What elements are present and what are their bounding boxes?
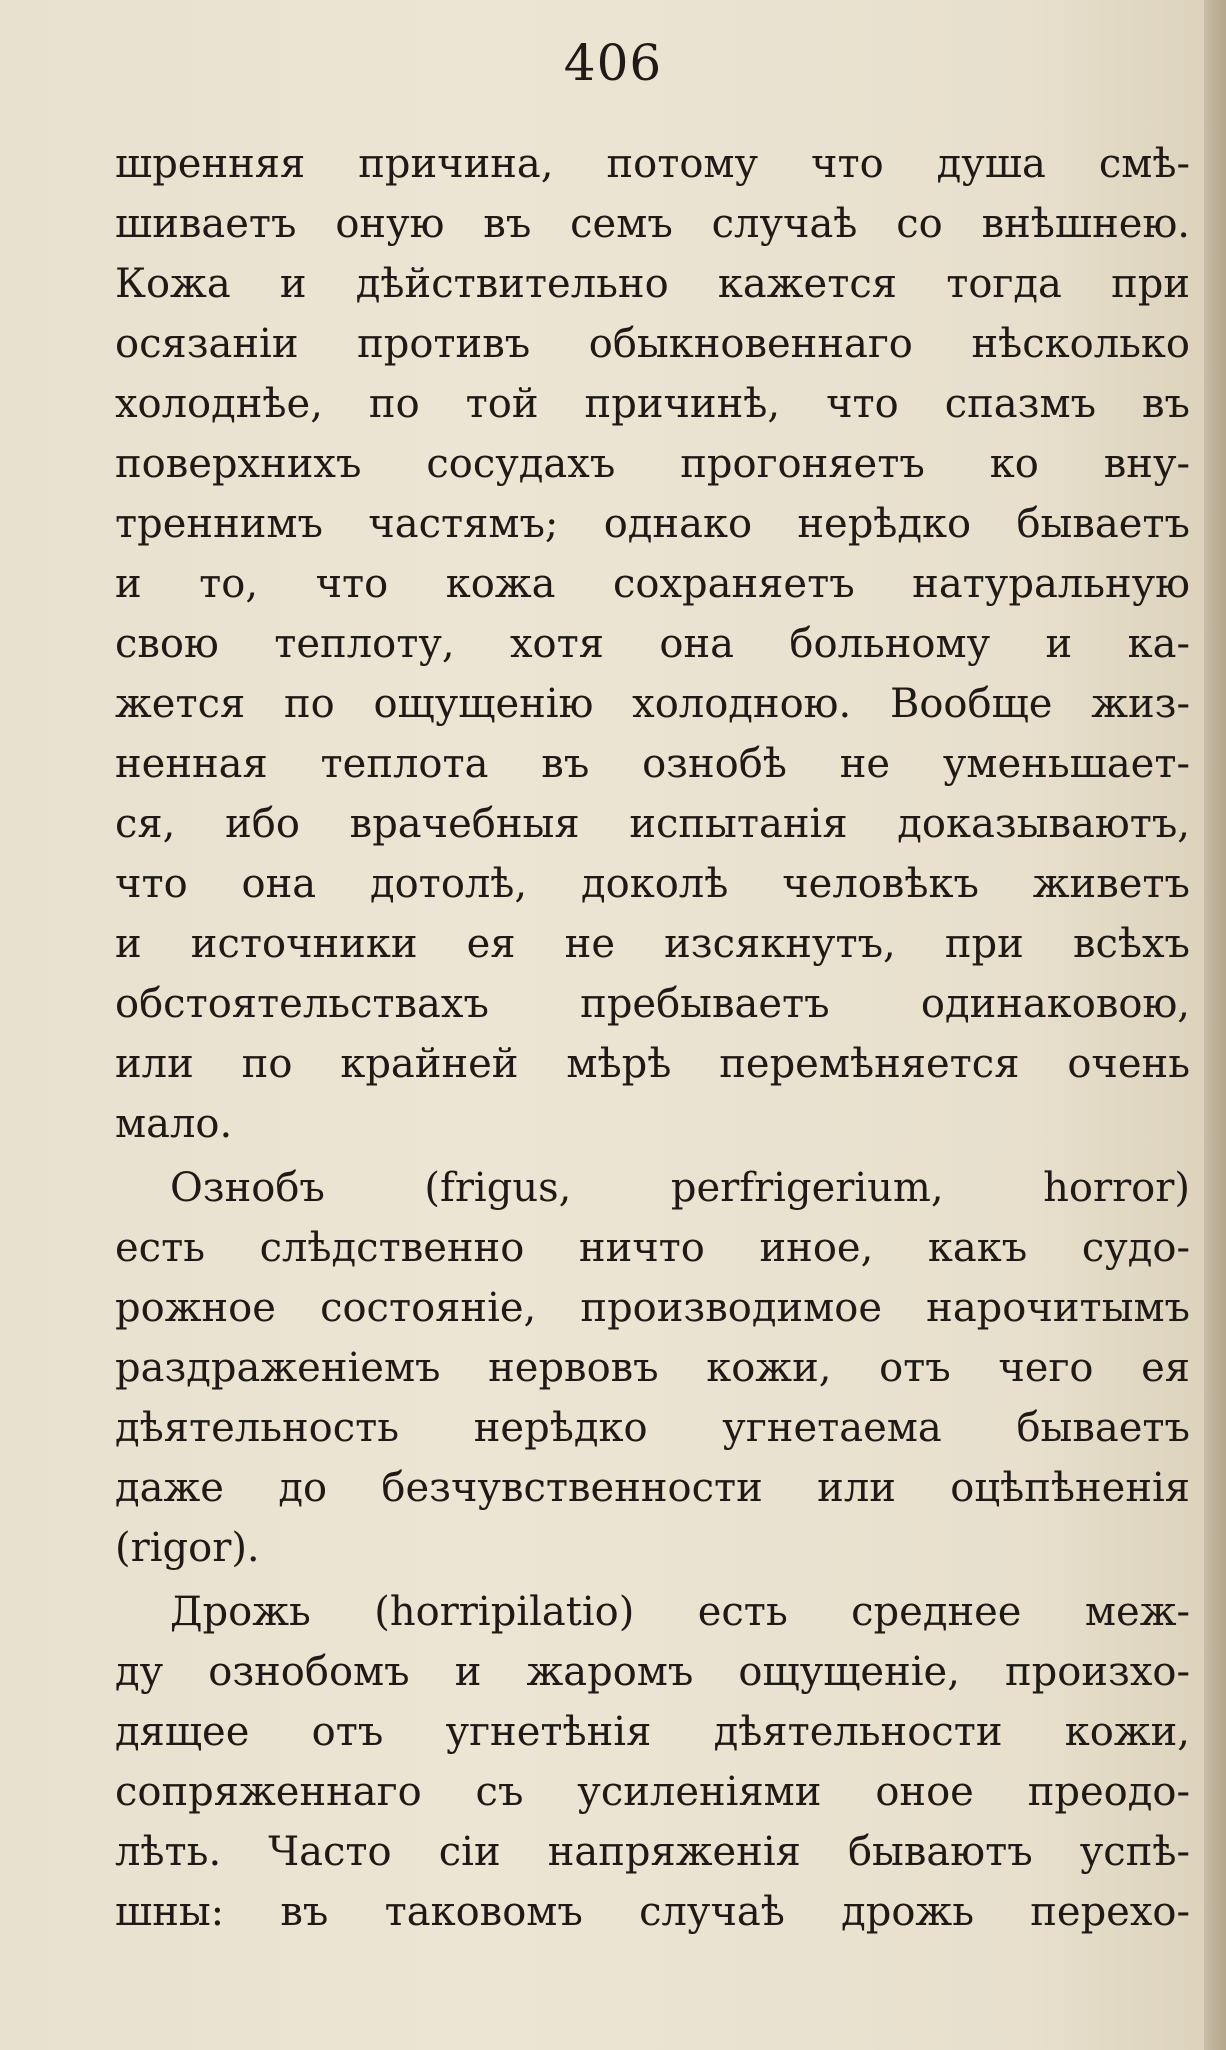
text-line: треннимъ частямъ; однако нерѣдко бываетъ (115, 501, 1190, 547)
paragraph-3 (115, 1582, 1190, 1942)
body-text (115, 134, 1190, 1942)
text-line: обстоятельствахъ пребываетъ одинаковою, (115, 981, 1190, 1027)
text-line: ду ознобомъ и жаромъ ощущеніе, произхо- (115, 1649, 1190, 1695)
text-line: Ознобъ (frigus, perfrigerium, horror) (170, 1165, 1190, 1211)
text-line: рожное состояніе, производимое нарочитымъ (115, 1285, 1190, 1331)
text-line: жется по ощущенію холодною. Вообще жиз- (115, 681, 1190, 727)
text-line: ся, ибо врачебныя испытанія доказываютъ, (115, 801, 1190, 847)
text-line: сопряженнаго съ усиленіями оное преодо- (115, 1769, 1190, 1815)
paragraph-1 (115, 134, 1190, 1154)
text-line: раздраженіемъ нервовъ кожи, отъ чего ея (115, 1345, 1190, 1391)
text-line: свою теплоту, хотя она больному и ка- (115, 621, 1190, 667)
text-line: мало. (115, 1101, 233, 1147)
text-line: есть слѣдственно ничто иное, какъ судо- (115, 1225, 1190, 1271)
page-number: 406 (563, 34, 663, 92)
text-line: и источники ея не изсякнутъ, при всѣхъ (115, 921, 1190, 967)
text-line: шренняя причина, потому что душа смѣ- (115, 141, 1190, 187)
text-line: дѣятельность нерѣдко угнетаема бываетъ (115, 1405, 1190, 1451)
text-line: холоднѣе, по той причинѣ, что спазмъ въ (115, 381, 1190, 427)
text-line: шиваетъ оную въ семъ случаѣ со внѣшнею. (115, 201, 1190, 247)
text-line: осязаніи противъ обыкновеннаго нѣсколько (115, 321, 1190, 367)
page-edge-shadow (1204, 0, 1226, 2050)
text-line: дящее отъ угнетѣнія дѣятельности кожи, (115, 1709, 1190, 1755)
text-line: шны: въ таковомъ случаѣ дрожь перехо- (115, 1889, 1190, 1935)
text-line: и то, что кожа сохраняетъ натуральную (115, 561, 1190, 607)
text-line: лѣть. Часто сіи напряженія бываютъ успѣ- (115, 1829, 1190, 1875)
text-line: Кожа и дѣйствительно кажется тогда при (115, 261, 1190, 307)
paragraph-2 (115, 1158, 1190, 1578)
text-line: даже до безчувственности или оцѣпѣненія (115, 1465, 1190, 1511)
text-line: (rigor). (115, 1525, 260, 1571)
text-line: поверхнихъ сосудахъ прогоняетъ ко вну- (115, 441, 1190, 487)
text-line: Дрожь (horripilatio) есть среднее меж- (170, 1589, 1190, 1635)
text-line: или по крайней мѣрѣ перемѣняется очень (115, 1041, 1190, 1087)
text-line: ненная теплота въ ознобѣ не уменьшает- (115, 741, 1190, 787)
text-line: что она дотолѣ, доколѣ человѣкъ живетъ (115, 861, 1190, 907)
